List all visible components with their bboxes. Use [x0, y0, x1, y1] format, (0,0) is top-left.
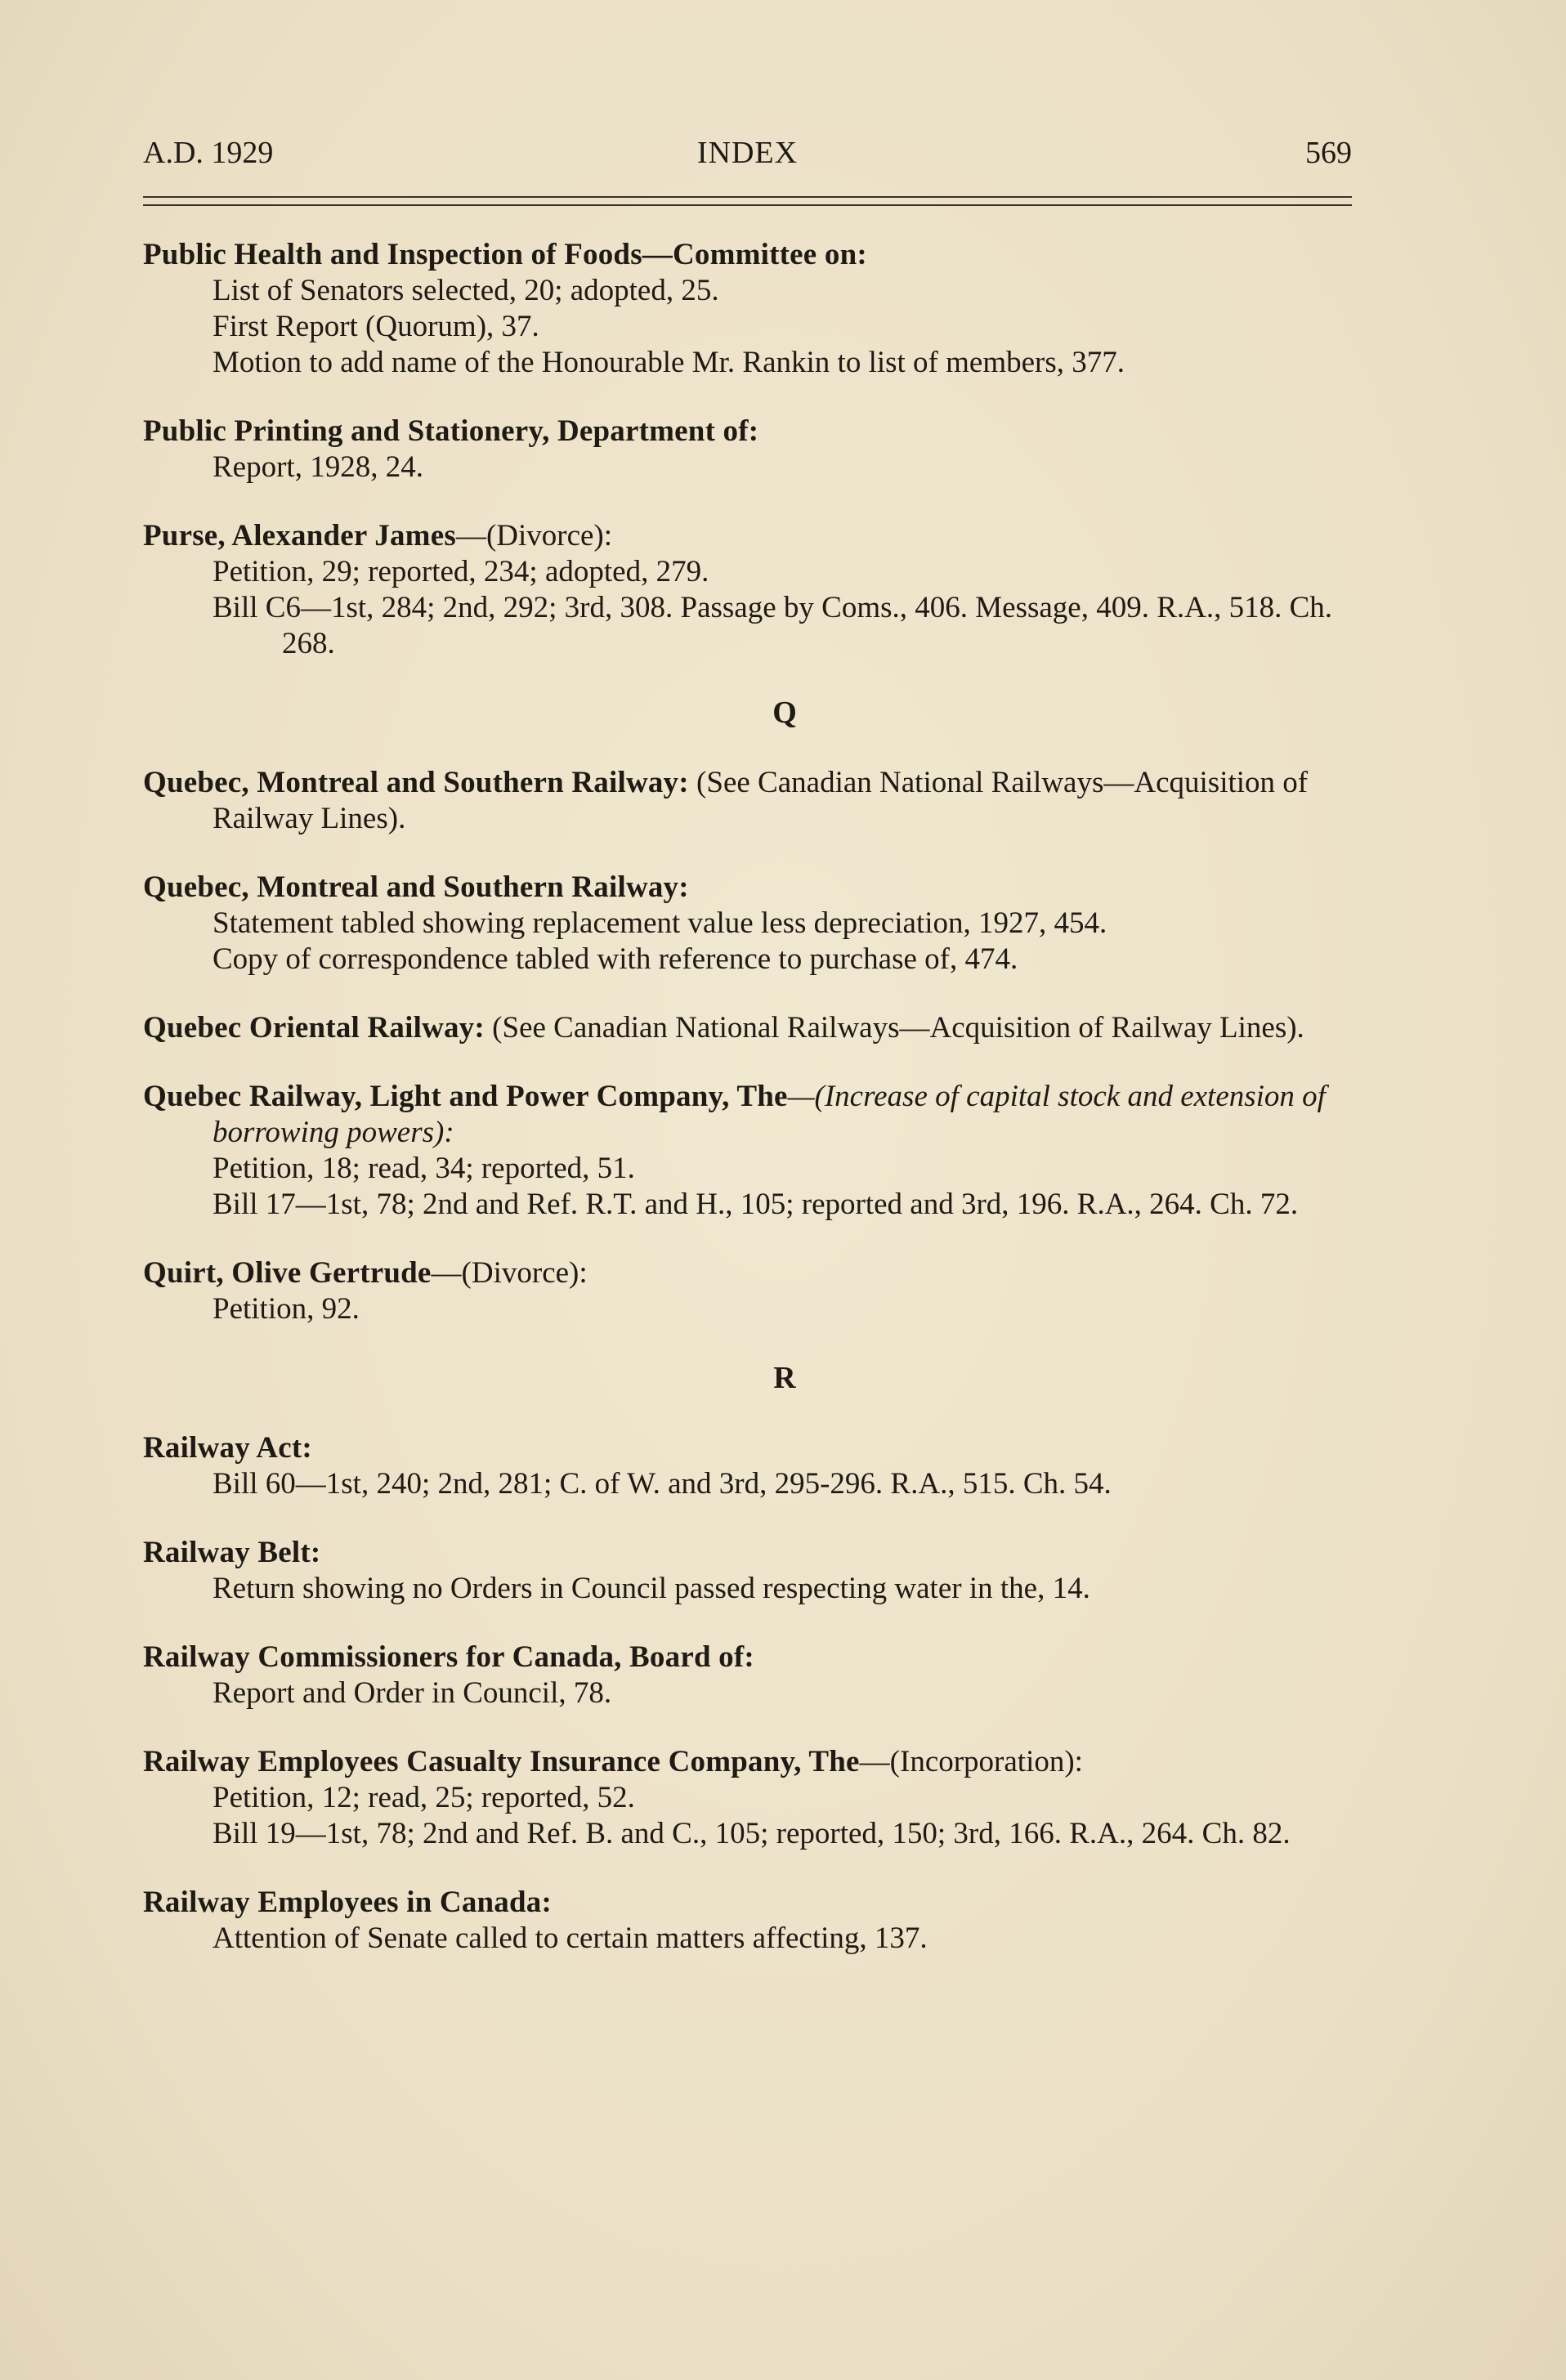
entry-heading-suffix: —(Divorce):	[455, 519, 613, 552]
index-entry	[143, 1430, 1361, 1502]
entry-line: Bill 60—1st, 240; 2nd, 281; C. of W. and 3rd, 295-296. R.A., 515. Ch. 54.	[213, 1467, 1112, 1501]
index-entry	[143, 870, 1361, 978]
entry-line: Attention of Senate called to certain matters affecting, 137.	[213, 1921, 928, 1955]
entry-heading-suffix: (See Canadian National Railways—Acquisition of Railway Lines).	[213, 766, 1309, 835]
header-rule-top	[143, 196, 1352, 198]
entry-line: Bill C6—1st, 284; 2nd, 292; 3rd, 308. Passage by Coms., 406. Message, 409. R.A., 518. Ch. 268.	[213, 591, 1333, 660]
entry-line: Bill 19—1st, 78; 2nd and Ref. B. and C., 105; reported, 150; 3rd, 166. R.A., 264. Ch. 82.	[213, 1817, 1291, 1850]
entry-heading-suffix: (See Canadian National Railways—Acquisition of Railway Lines).	[492, 1011, 1304, 1045]
index-entry	[143, 1010, 1361, 1046]
index-entry	[143, 1640, 1361, 1711]
entry-heading: Purse, Alexander James	[143, 519, 456, 552]
entry-heading: Quebec, Montreal and Southern Railway:	[143, 766, 689, 799]
entry-heading: Railway Belt:	[143, 1536, 321, 1569]
entry-line: Petition, 18; read, 34; reported, 51.	[213, 1152, 635, 1185]
header-title: INDEX	[696, 136, 799, 170]
index-content	[143, 237, 1361, 1989]
entry-line: List of Senators selected, 20; adopted, 25.	[213, 274, 719, 307]
entry-heading: Railway Act:	[143, 1431, 312, 1465]
index-entry	[143, 1744, 1361, 1852]
entry-line: Motion to add name of the Honourable Mr. Rankin to list of members, 377.	[213, 346, 1125, 379]
entry-heading-suffix: —(Increase of capital stock and extension of borrowing powers):	[213, 1080, 1326, 1149]
entry-heading: Railway Employees Casualty Insurance Company, The	[143, 1745, 860, 1778]
section-letter-q: Q	[772, 696, 797, 730]
page-number: 569	[1305, 136, 1352, 170]
entry-line: Petition, 12; read, 25; reported, 52.	[213, 1781, 635, 1814]
index-entry	[143, 1885, 1361, 1957]
index-entry	[143, 765, 1361, 837]
entry-heading: Quirt, Olive Gertrude	[143, 1256, 432, 1290]
entry-heading-suffix: —(Divorce):	[431, 1256, 588, 1290]
entry-heading: Quebec Railway, Light and Power Company, The	[143, 1080, 788, 1113]
entry-heading: Railway Employees in Canada:	[143, 1886, 553, 1919]
index-entry	[143, 1255, 1361, 1327]
entry-heading: Public Printing and Stationery, Department of:	[143, 414, 759, 448]
section-letter-r: R	[773, 1361, 796, 1395]
entry-line: First Report (Quorum), 37.	[213, 310, 539, 343]
header-year: A.D. 1929	[143, 136, 274, 170]
index-entry	[143, 237, 1361, 381]
header-rule-bottom	[143, 204, 1352, 206]
page-header	[143, 135, 1352, 184]
entry-heading: Railway Commissioners for Canada, Board of:	[143, 1640, 754, 1674]
entry-line: Report and Order in Council, 78.	[213, 1676, 612, 1710]
entry-heading-suffix: —(Incorporation):	[859, 1745, 1083, 1778]
entry-line: Petition, 29; reported, 234; adopted, 279.	[213, 555, 709, 588]
entry-heading: Public Health and Inspection of Foods—Committee on:	[143, 238, 867, 271]
entry-line: Bill 17—1st, 78; 2nd and Ref. R.T. and H., 105; reported and 3rd, 196. R.A., 264. Ch. 72.	[213, 1188, 1299, 1221]
entry-line: Statement tabled showing replacement value less depreciation, 1927, 454.	[213, 906, 1107, 940]
entry-line: Copy of correspondence tabled with reference to purchase of, 474.	[213, 942, 1018, 976]
entry-heading: Quebec Oriental Railway:	[143, 1011, 485, 1045]
entry-heading: Quebec, Montreal and Southern Railway:	[143, 870, 689, 904]
entry-line: Return showing no Orders in Council passed respecting water in the, 14.	[213, 1572, 1090, 1605]
index-entry	[143, 414, 1361, 485]
entry-line: Petition, 92.	[213, 1292, 360, 1326]
entry-line: Report, 1928, 24.	[213, 450, 423, 484]
index-entry	[143, 1079, 1361, 1223]
index-entry	[143, 1535, 1361, 1607]
index-entry	[143, 518, 1361, 662]
